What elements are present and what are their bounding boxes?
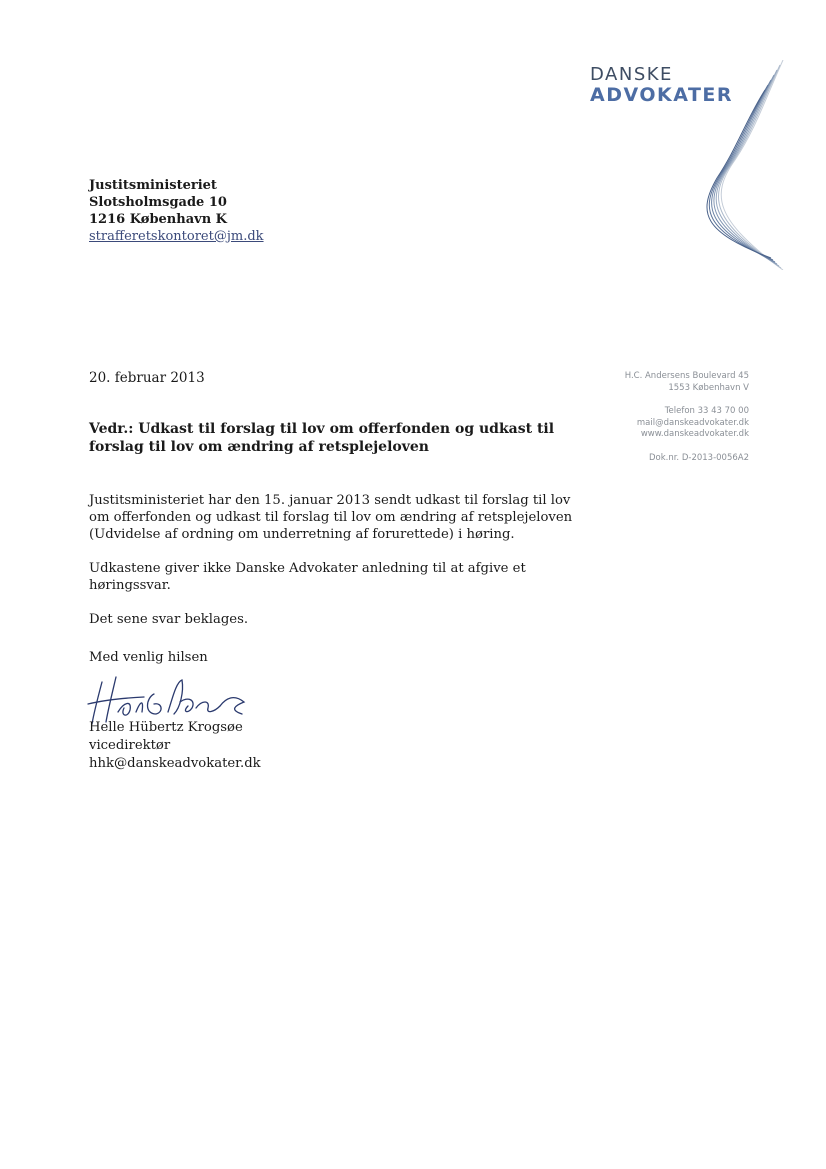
sender-address-line1: H.C. Andersens Boulevard 45 (624, 371, 749, 381)
body-paragraph-3: Det sene svar beklages. (89, 612, 249, 627)
signer-email[interactable]: hhk@danskeadvokater.dk (89, 756, 261, 771)
letter-body (89, 492, 589, 645)
recipient-address (89, 177, 264, 245)
logo-waves-icon (705, 60, 785, 270)
body-paragraph-2: Udkastene giver ikke Danske Advokater anledning til at afgive et høringssvar. (89, 561, 526, 593)
letter-subject: Vedr.: Udkast til forslag til lov om offerfonden og udkast til forslag til lov om ændring af retsplejeloven (89, 421, 555, 455)
logo-wordmark-bottom: ADVOKATER (590, 84, 734, 106)
recipient-email-link[interactable]: strafferetskontoret@jm.dk (89, 229, 264, 244)
recipient-city: 1216 København K (89, 212, 227, 227)
logo-wordmark-top: DANSKE (590, 64, 673, 85)
document-number: Dok.nr. D-2013-0056A2 (648, 452, 749, 463)
body-paragraph-1: Justitsministeriet har den 15. januar 2013 sendt udkast til forslag til lov om offerfonden og udkast til forslag til lov om ændring af retsplejeloven (Udvidelse af ordning om underretning af forurettede) i høring. (89, 493, 573, 542)
sender-address-line2: 1553 København V (668, 382, 749, 393)
sender-phone: Telefon 33 43 70 00 (664, 406, 749, 416)
signer-title: vicedirektør (89, 738, 171, 753)
recipient-street: Slotsholmsgade 10 (89, 195, 227, 210)
recipient-name: Justitsministeriet (89, 178, 217, 193)
sender-contact-block (625, 371, 749, 464)
closing-greeting: Med venlig hilsen (89, 650, 208, 665)
sender-web[interactable]: www.danskeadvokater.dk (640, 429, 749, 439)
signer-block (89, 719, 261, 773)
signer-name: Helle Hübertz Krogsøe (89, 720, 243, 735)
sender-email[interactable]: mail@danskeadvokater.dk (636, 417, 749, 428)
letter-date: 20. februar 2013 (89, 370, 205, 386)
